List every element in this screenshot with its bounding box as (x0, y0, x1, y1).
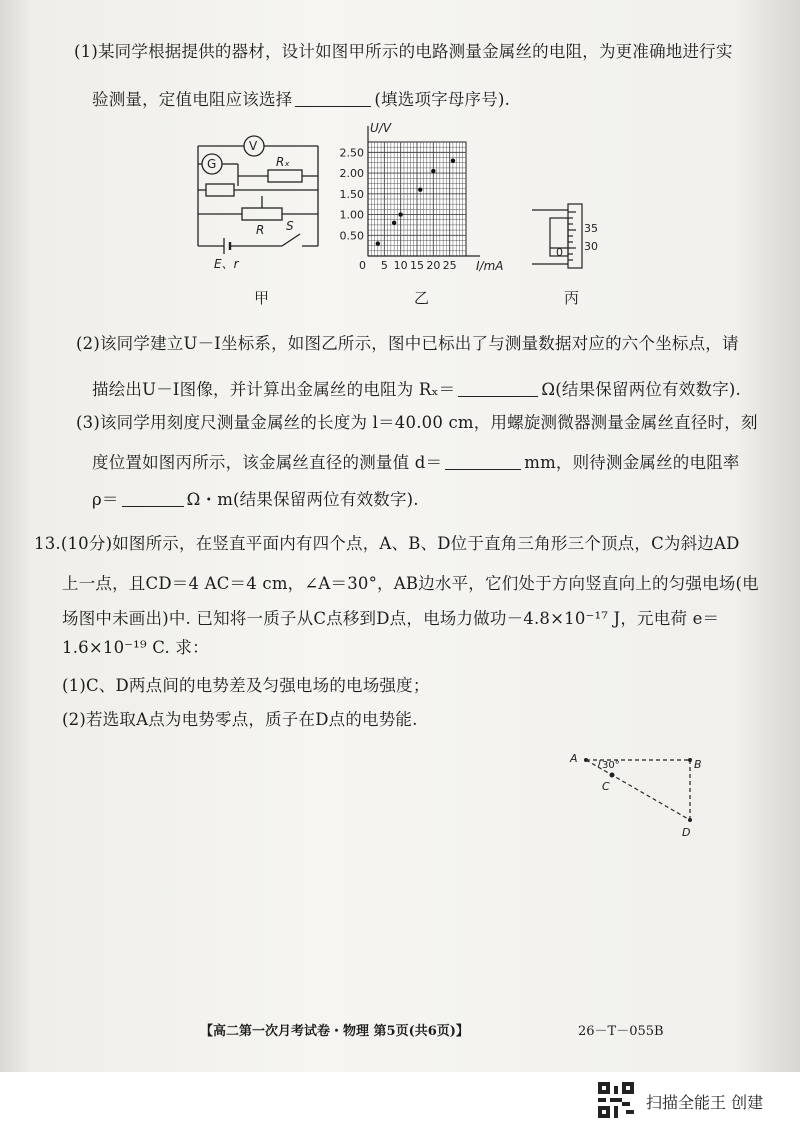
label-c: C (602, 780, 610, 793)
q13-sub1: (1)C、D两点间的电势差及匀强电场的电场强度； (62, 676, 430, 695)
micrometer-tick-35: 35 (584, 222, 598, 235)
point-c (610, 773, 615, 778)
part2-line2-b: Ω(结果保留两位有效数字). (541, 380, 741, 399)
rx-resistor (268, 170, 302, 182)
data-point (376, 241, 380, 245)
x-tick-label: 20 (426, 259, 441, 272)
x-tick-label: 25 (442, 259, 457, 272)
x-axis-label: I/mA (476, 259, 504, 273)
y-tick-label: 0.50 (339, 229, 364, 243)
x-tick-label: 15 (410, 259, 424, 272)
x-tick-label: 5 (380, 259, 388, 272)
x-tick-label: 10 (393, 259, 408, 272)
part3-line3 (92, 486, 419, 510)
footer-left: 【高二第一次月考试卷・物理 第5页(共6页)】 (200, 1024, 469, 1039)
scanner-label: 扫描全能王 创建 (646, 1093, 764, 1112)
part3-line2-b: mm，则待测金属丝的电阻率 (524, 453, 740, 472)
y-axis-label: U/V (370, 121, 392, 135)
figure-bing-caption: 丙 (564, 289, 580, 307)
label-d: D (682, 826, 691, 839)
y-tick-label: 1.00 (339, 208, 364, 222)
micrometer-diagram (520, 200, 620, 272)
label-a: A (570, 752, 578, 765)
q13-line3: 场图中未画出)中. 已知将一质子从C点移到D点，电场力做功－4.8×10⁻¹⁷ J，元电荷 e＝ (62, 609, 720, 628)
part3-line2 (92, 449, 740, 473)
y-tick-label: 1.50 (339, 187, 364, 201)
q13-sub2: (2)若选取A点为电势零点，质子在D点的电势能. (62, 710, 418, 729)
angle-arc (598, 760, 600, 767)
graph-grid (368, 126, 480, 256)
galvanometer-label: G (207, 157, 217, 171)
answer-blank-resistor[interactable] (295, 90, 371, 108)
part2-line2-a: 描绘出U－I图像，并计算出金属丝的电阻为 Rₓ＝ (92, 380, 456, 399)
data-point (418, 187, 422, 191)
data-point (451, 158, 455, 162)
part3-line3-b: Ω・m(结果保留两位有效数字). (186, 490, 419, 509)
q13-line2: 上一点，且CD＝4 AC＝4 cm，∠A＝30°，AB边水平，它们处于方向竖直向上的匀强电场(电 (62, 574, 759, 593)
part3-line1: (3)该同学用刻度尺测量金属丝的长度为 l＝40.00 cm，用螺旋测微器测量金属丝直径时，刻 (76, 413, 758, 432)
part2-line1: (2)该同学建立U－I坐标系，如图乙所示，图中已标出了与测量数据对应的六个坐标点，请 (76, 334, 739, 353)
answer-blank-diameter[interactable] (445, 453, 521, 471)
switch-label: S (286, 219, 294, 233)
rheostat-label: R (256, 223, 265, 237)
point-a (584, 758, 588, 762)
part3-line3-a: ρ＝ (92, 490, 119, 509)
part1-line2-b: (填选项字母序号). (374, 90, 511, 109)
micrometer-zero: 0 (556, 246, 563, 259)
qr-code-icon (598, 1082, 634, 1118)
triangle-diagram (560, 748, 720, 844)
fixed-resistor (206, 184, 234, 196)
part1-line2 (92, 86, 510, 110)
figure-yi-caption: 乙 (414, 289, 430, 307)
origin-label: 0 (359, 259, 366, 272)
label-b: B (694, 758, 702, 771)
part3-line2-a: 度位置如图丙所示，该金属丝直径的测量值 d＝ (92, 453, 443, 472)
answer-blank-rx[interactable] (458, 380, 538, 398)
y-tick-label: 2.50 (339, 146, 364, 160)
point-b (688, 758, 692, 762)
q13-line1: 13.(10分)如图所示，在竖直平面内有四个点，A、B、D位于直角三角形三个顶点，C为斜边AD (34, 534, 740, 553)
ui-graph (330, 118, 520, 288)
q13-line4: 1.6×10⁻¹⁹ C. 求： (62, 638, 209, 657)
data-point (392, 221, 396, 225)
part1-line1: (1)某同学根据提供的器材，设计如图甲所示的电路测量金属丝的电阻，为更准确地进行实 (74, 42, 733, 61)
data-point (398, 212, 402, 216)
part1-line2-a: 验测量，定值电阻应该选择 (92, 90, 293, 109)
angle-label: 30° (602, 760, 620, 771)
micrometer-scale-ticks (568, 212, 576, 260)
footer-right: 26－T－055B (578, 1024, 664, 1039)
y-tick-label: 2.00 (339, 167, 364, 181)
source-label: E、r (214, 257, 239, 271)
figure-jia-caption: 甲 (254, 289, 270, 307)
micrometer-tick-30: 30 (584, 240, 598, 253)
rheostat (242, 208, 282, 220)
switch-icon (282, 234, 300, 246)
data-point (431, 169, 435, 173)
point-d (688, 818, 692, 822)
circuit-diagram (188, 126, 328, 272)
voltmeter-label: V (249, 139, 258, 153)
answer-blank-resistivity[interactable] (122, 490, 184, 508)
part2-line2 (92, 376, 741, 400)
rx-label: Rₓ (276, 155, 290, 169)
